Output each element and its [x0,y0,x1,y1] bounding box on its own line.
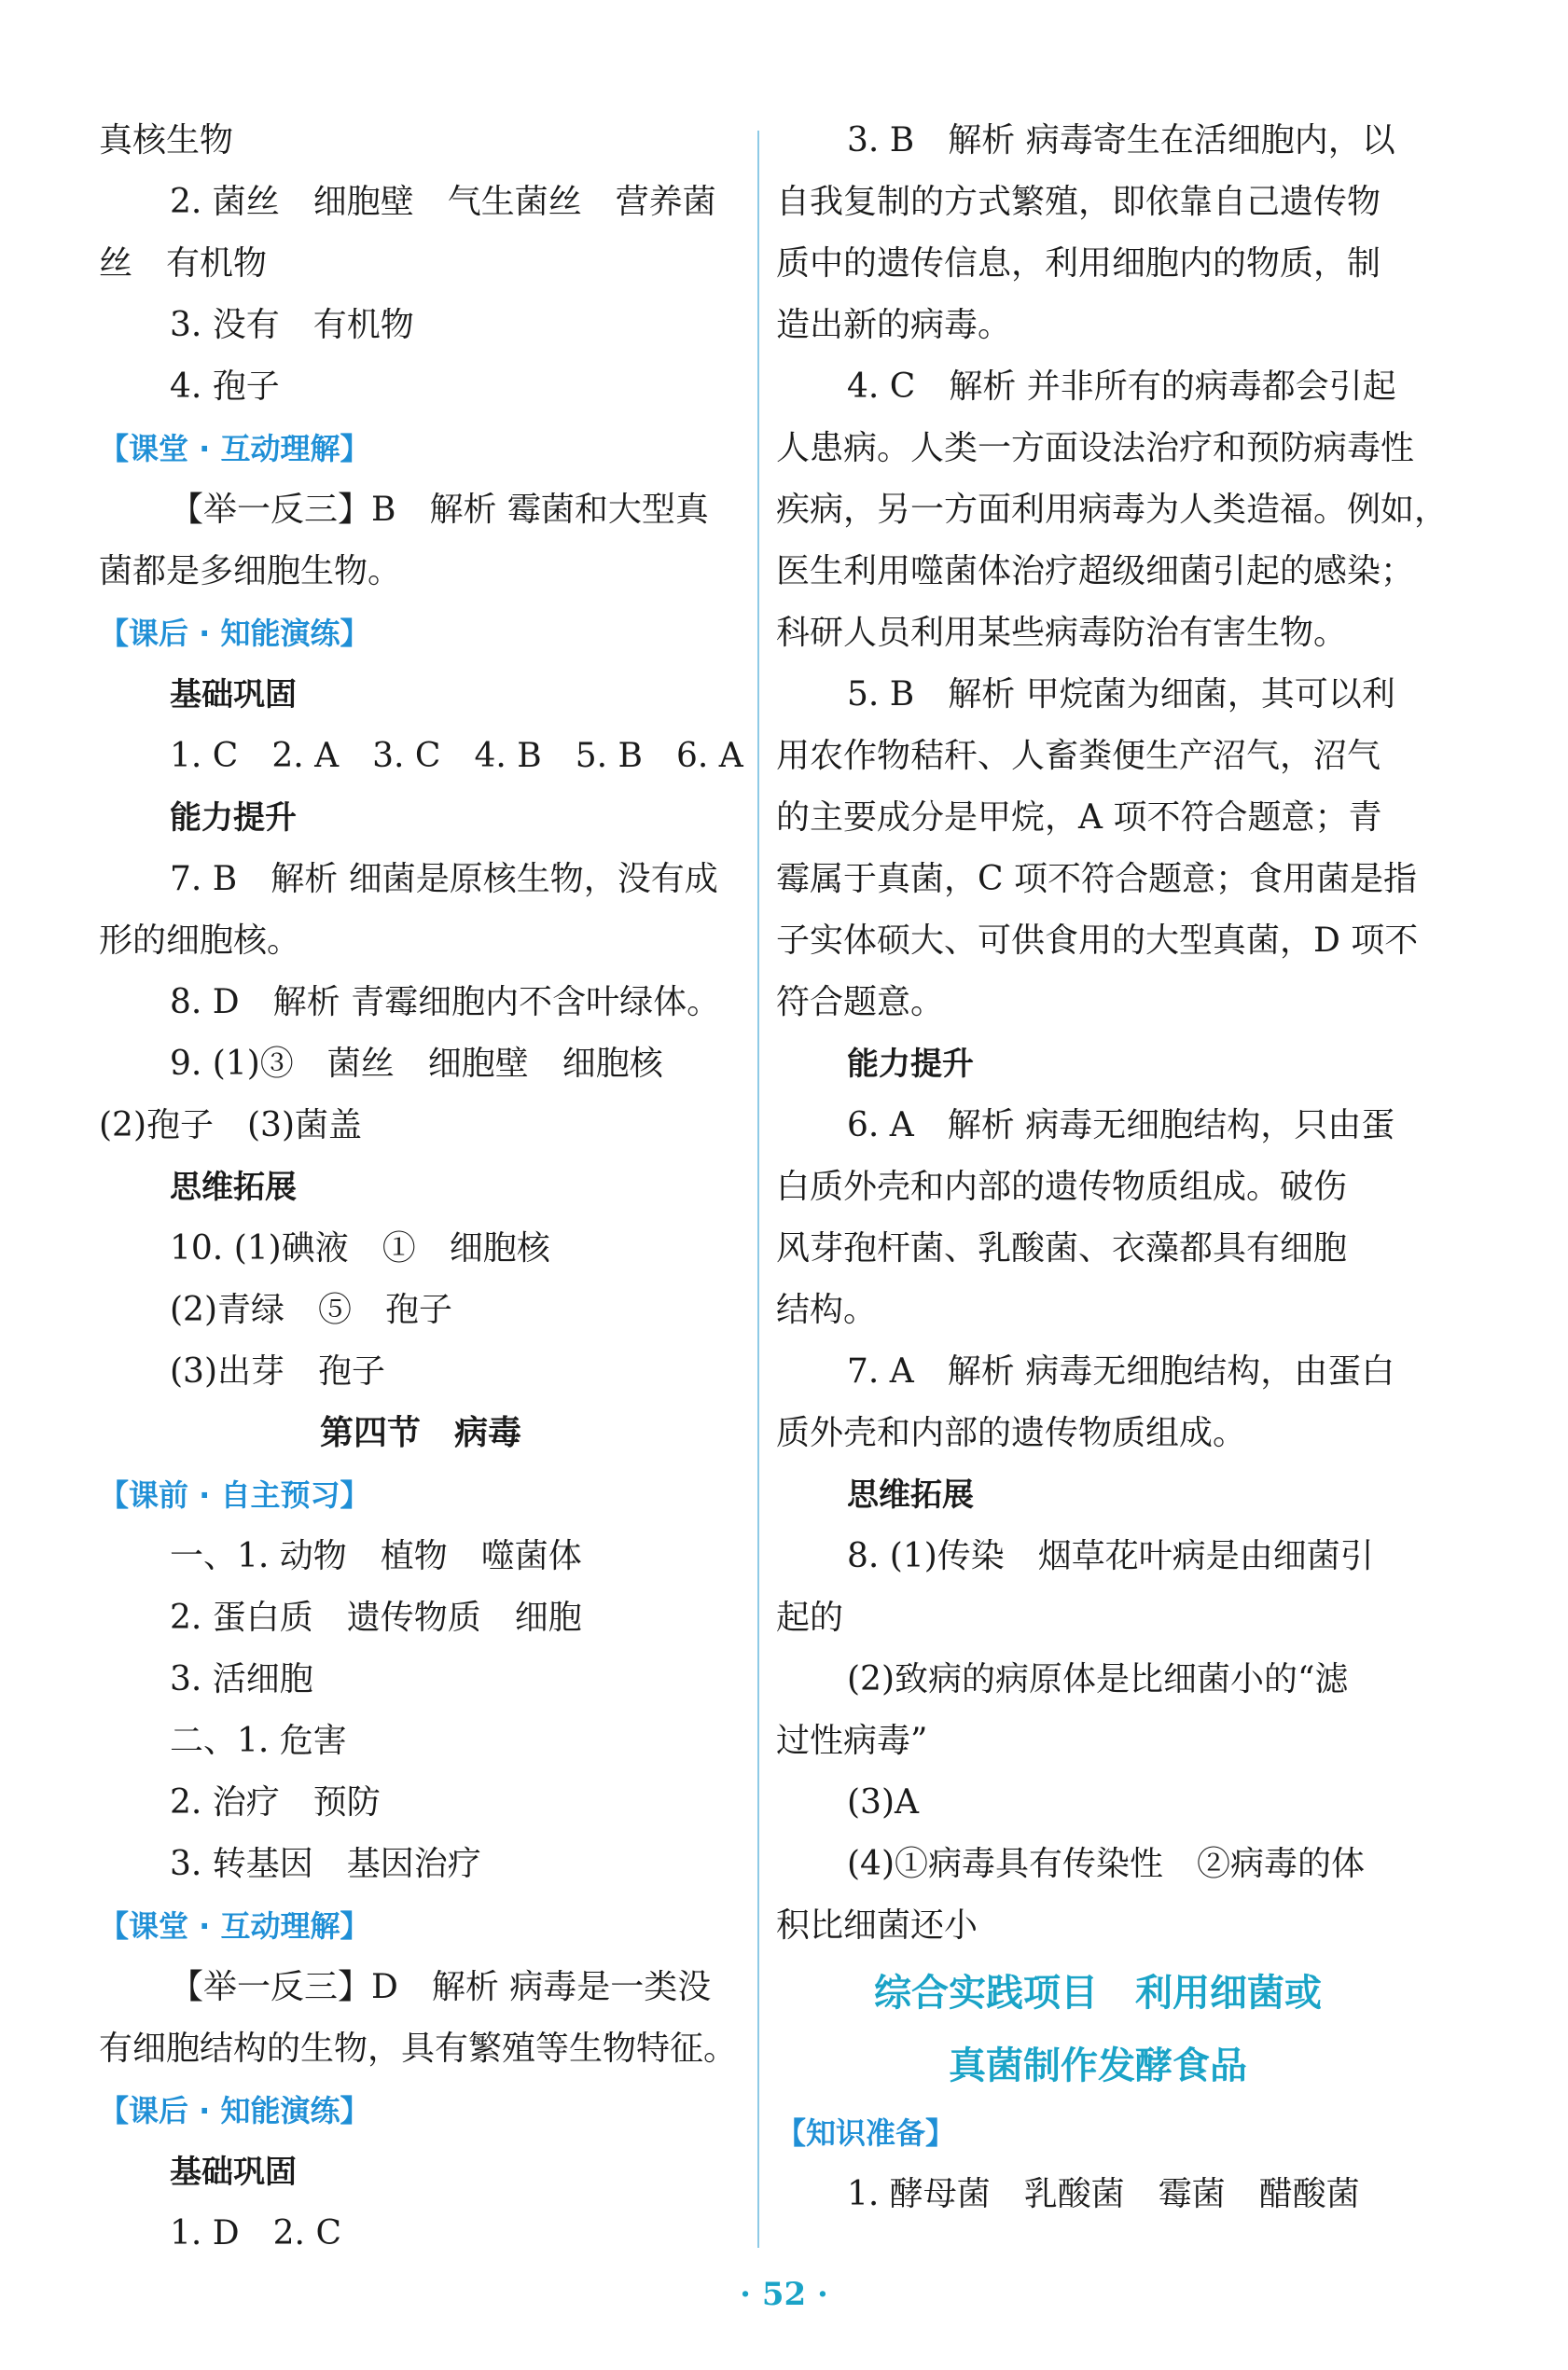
section-tag: 【课堂 · 互动理解】 [99,431,370,466]
text-line: 符合题意。 [776,983,945,1021]
answer-line: 1. 酵母菌 乳酸菌 霉菌 醋酸菌 [847,2175,1360,2213]
text-line: 质中的遗传信息，利用细胞内的物质，制 [776,244,1381,283]
text-line: 风芽孢杆菌、乳酸菌、衣藻都具有细胞 [776,1229,1348,1268]
text-line: 真核生物 [99,121,234,159]
text-line: 起的 [776,1599,844,1637]
text-line: 结构。 [776,1291,878,1329]
text-line: 丝 有机物 [99,244,268,283]
answer-line: 7. B 解析 细菌是原核生物，没有成 [170,860,718,898]
answer-line: 4. C 解析 并非所有的病毒都会引起 [847,367,1396,406]
answer-line: 3. 没有 有机物 [170,306,414,344]
text-line: (2)孢子 (3)菌盖 [99,1106,362,1144]
answer-line: 2. 治疗 预防 [170,1783,381,1822]
answer-line: 3. 转基因 基因治疗 [170,1845,481,1883]
left-column [99,110,742,2265]
section-tag: 【知识准备】 [776,2115,956,2151]
page-number: · 52 · [740,2276,828,2313]
text-line: 科研人员利用某些病毒防治有害生物。 [776,614,1348,652]
answer-line: 3. B 解析 病毒寄生在活细胞内，以 [847,121,1395,159]
subsection-title: 思维拓展 [170,1169,297,1206]
text-line: 的主要成分是甲烷，A 项不符合题意；青 [776,798,1382,837]
text-line: 疾病，另一方面利用病毒为人类造福。例如， [776,491,1449,529]
answer-line: 6. A 解析 病毒无细胞结构，只由蛋 [847,1106,1395,1144]
section-tag: 【课前 · 自主预习】 [99,1477,370,1513]
answer-line: 2. 菌丝 细胞壁 气生菌丝 营养菌 [170,183,716,221]
answer-line: (3)出芽 孢子 [170,1352,385,1391]
answer-line: 5. B 解析 甲烷菌为细菌，其可以利 [847,675,1395,714]
answer-line: (2)致病的病原体是比细菌小的“滤 [847,1660,1349,1698]
text-line: 过性病毒” [776,1722,928,1760]
project-title-line-2: 真菌制作发酵食品 [949,2044,1247,2087]
answer-line: (2)青绿 ⑤ 孢子 [170,1291,452,1329]
text-line: 用农作物秸秆、人畜粪便生产沼气，沼气 [776,737,1381,775]
text-line: 子实体硕大、可供食用的大型真菌，D 项不 [776,922,1419,960]
subsection-title: 思维拓展 [847,1476,974,1514]
answer-line: 1. C 2. A 3. C 4. B 5. B 6. A [170,737,743,775]
answer-line: 1. D 2. C [170,2214,341,2252]
column-divider [757,131,759,2248]
text-line: 霉属于真菌，C 项不符合题意；食用菌是指 [776,860,1417,898]
project-title-line-1: 综合实践项目 利用细菌或 [874,1971,1322,2015]
answer-line: (3)A [847,1783,919,1822]
answer-line: 【举一反三】D 解析 病毒是一类没 [170,1968,712,2006]
subsection-title: 基础巩固 [170,2154,297,2191]
subsection-title: 能力提升 [170,799,297,837]
text-line: 菌都是多细胞生物。 [99,552,402,590]
section-tag: 【课后 · 知能演练】 [99,616,370,651]
section-heading: 第四节 病毒 [319,1414,521,1452]
answer-line: 3. 活细胞 [170,1660,313,1698]
answer-line: 7. A 解析 病毒无细胞结构，由蛋白 [847,1352,1395,1391]
text-line: 医生利用噬菌体治疗超级细菌引起的感染； [776,552,1415,590]
text-line: 造出新的病毒。 [776,306,1012,344]
text-line: 人患病。人类一方面设法治疗和预防病毒性 [776,429,1415,467]
answer-line: 10. (1)碘液 ① 细胞核 [170,1229,550,1268]
text-line: 有细胞结构的生物，具有繁殖等生物特征。 [99,2030,738,2068]
answer-line: 8. (1)传染 烟草花叶病是由细菌引 [847,1537,1374,1575]
answer-line: 4. 孢子 [170,367,280,406]
answer-line: 9. (1)③ 菌丝 细胞壁 细胞核 [170,1045,663,1083]
section-tag: 【课堂 · 互动理解】 [99,1908,370,1944]
right-column [776,110,1449,2225]
answer-line: 8. D 解析 青霉细胞内不含叶绿体。 [170,983,721,1021]
text-line: 积比细菌还小 [776,1906,978,1945]
answer-line: (4)①病毒具有传染性 ②病毒的体 [847,1845,1365,1883]
section-tag: 【课后 · 知能演练】 [99,2093,370,2128]
answer-line: 【举一反三】B 解析 霉菌和大型真 [170,491,709,529]
subsection-title: 基础巩固 [170,676,297,714]
text-line: 质外壳和内部的遗传物质组成。 [776,1414,1247,1452]
text-line: 形的细胞核。 [99,922,301,960]
answer-line: 二、1. 危害 [170,1722,347,1760]
subsection-title: 能力提升 [847,1046,974,1083]
answer-line: 一、1. 动物 植物 噬菌体 [170,1537,582,1575]
answer-line: 2. 蛋白质 遗传物质 细胞 [170,1599,582,1637]
text-line: 白质外壳和内部的遗传物质组成。破伤 [776,1168,1348,1206]
text-line: 自我复制的方式繁殖，即依靠自己遗传物 [776,183,1381,221]
